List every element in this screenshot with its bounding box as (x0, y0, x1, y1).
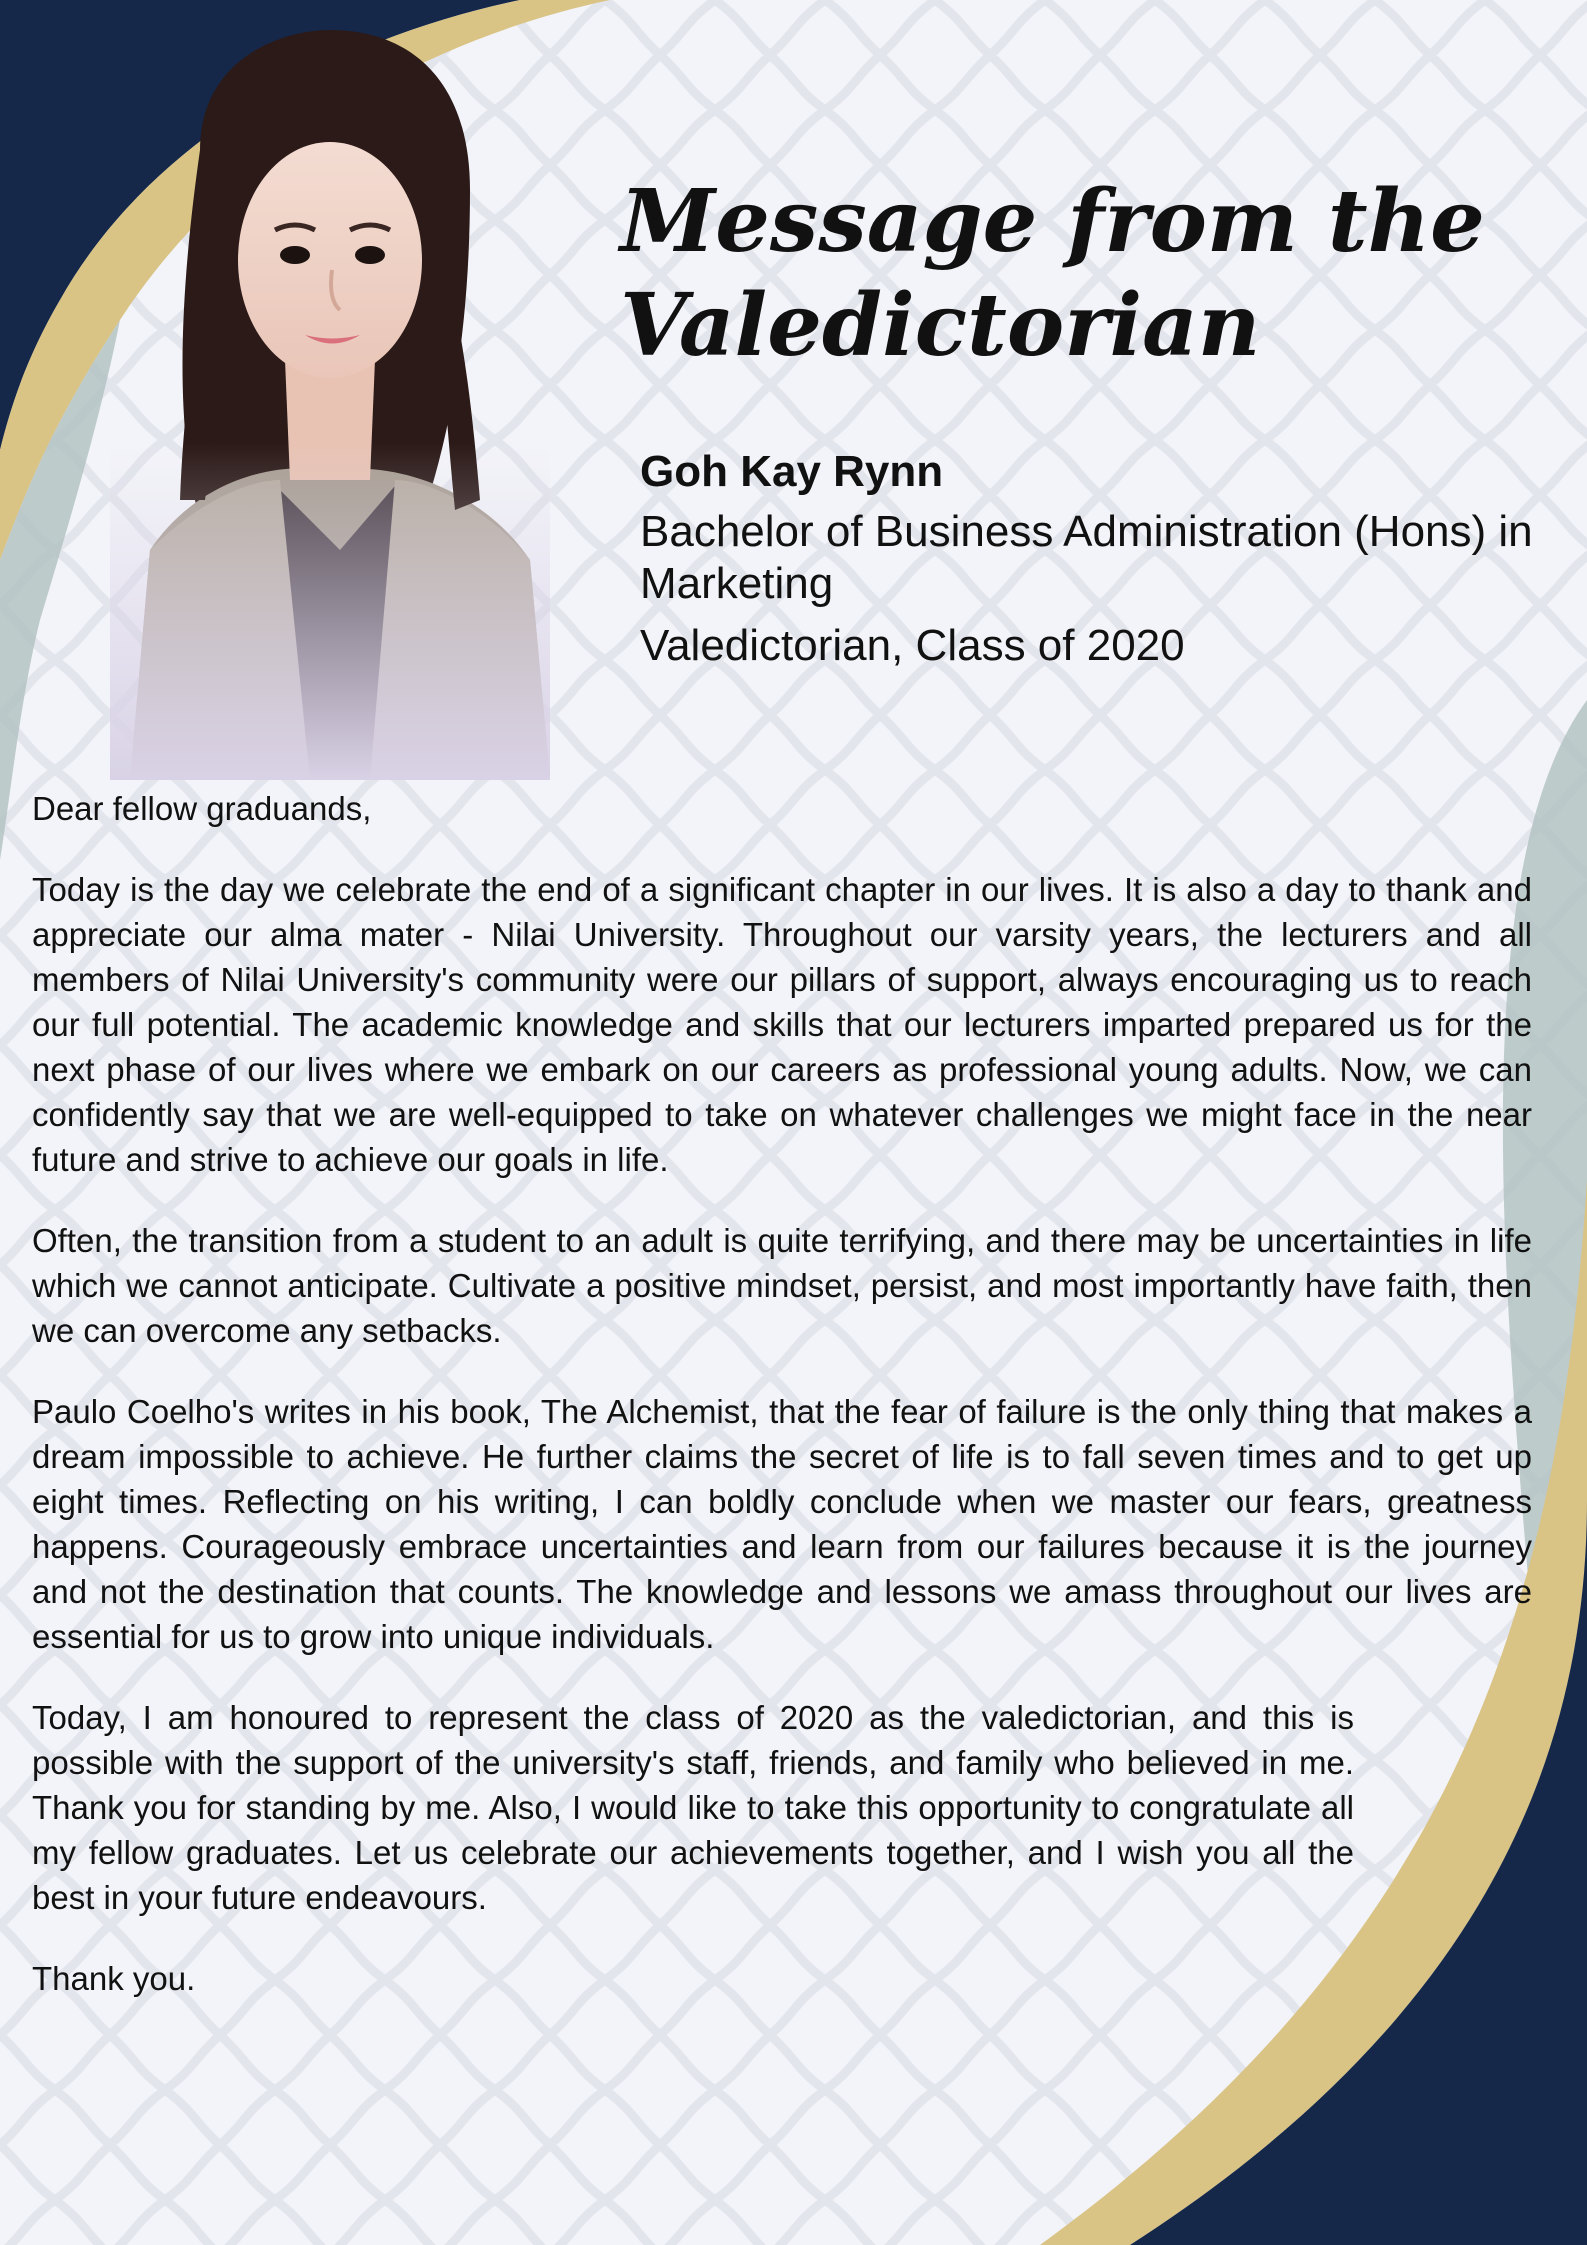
author-name: Goh Kay Rynn (640, 447, 944, 496)
letter-paragraph-3: Paulo Coelho's writes in his book, The Alchemist, that the fear of failure is the only thing that makes a dream impossible to achieve. He further claims the secret of life is to fall seven times and to get up eight times. Reflecting on his writing, I can boldly conclude when we master our fears, greatness happens. Courageously embrace uncertainties and learn from our failures because it is the journey and not the destination that counts. The knowledge and lessons we amass throughout our lives are essential for us to grow into unique individuals. (32, 1393, 1532, 1655)
person-portrait-icon (110, 30, 550, 780)
author-degree: Bachelor of Business Administration (Hons) in Marketing (640, 507, 1533, 608)
valedictorian-portrait (110, 30, 550, 780)
page-title-line-2: Valedictorian (620, 275, 1261, 376)
letter-closing: Thank you. (32, 1960, 196, 1997)
author-role: Valedictorian, Class of 2020 (640, 621, 1185, 670)
author-block (640, 442, 1560, 672)
letter-greeting: Dear fellow graduands, (32, 790, 372, 827)
page-title-line-1: Message from the (620, 171, 1485, 272)
letter-paragraph-1: Today is the day we celebrate the end of a significant chapter in our lives. It is also a day to thank and appreciate our alma mater - Nilai University. Throughout our varsity years, the lecturers and all members of Nilai University's community were our pillars of support, always encouraging us to reach our full potential. The academic knowledge and skills that our lecturers imparted prepared us for the next phase of our lives where we embark on our careers as professional young adults. Now, we can confidently say that we are well-equipped to take on whatever challenges we might face in the near future and strive to achieve our goals in life. (32, 871, 1532, 1178)
letter-paragraph-4: Today, I am honoured to represent the class of 2020 as the valedictorian, and this is possible with the support of the university's staff, friends, and family who believed in me. Thank you for standing by me. Also, I would like to take this opportunity to congratulate all my fellow graduates. Let us celebrate our achievements together, and I wish you all the best in your future endeavours. (32, 1699, 1354, 1916)
letter-body (32, 786, 1532, 2037)
page-title (620, 170, 1520, 378)
letter-paragraph-2: Often, the transition from a student to an adult is quite terrifying, and there may be uncertainties in life which we cannot anticipate. Cultivate a positive mindset, persist, and most importantly have faith, then we can overcome any setbacks. (32, 1222, 1532, 1349)
